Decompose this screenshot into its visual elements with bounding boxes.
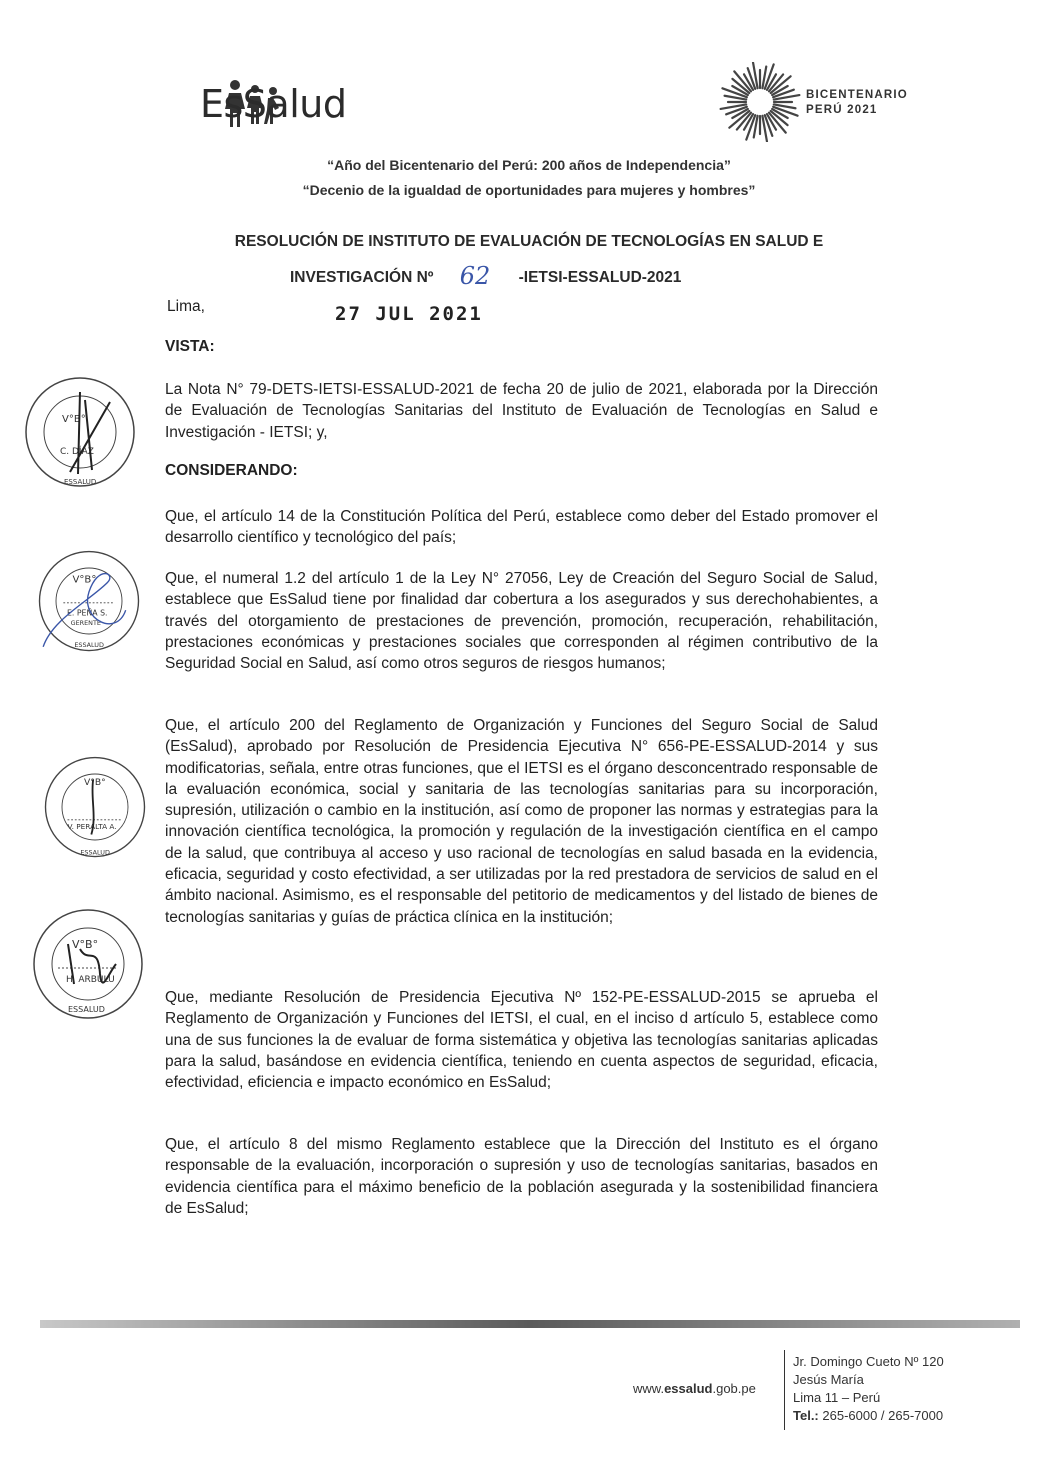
stamp-4-name: H. ARBULU	[66, 975, 115, 985]
stamp-2-name: E. PEÑA S.	[67, 608, 108, 618]
stamp-3-org: ESSALUD	[80, 848, 110, 857]
footer-divider	[784, 1350, 785, 1430]
motto-line-1: “Año del Bicentenario del Perú: 200 años de Independencia”	[327, 157, 731, 173]
paragraph-3: Que, el artículo 200 del Reglamento de Organización y Funciones del Seguro Social de Salud (EsSalud), aprobado por Resolución de Presidencia Ejecutiva N° 656-PE-ESSALUD-2014 y sus modificatorias, señala, entre otras funciones, que el IETSI es el órgano desconcentrado responsable de la evaluación económica, social y sanitaria de las tecnologías sanitarias para su incorporación, supresión, utilización o cambio en la institución, así como de proponer las normas y estrategias para la innovación científica tecnológica, la promoción y regulación de la investigación científica en el campo de la salud, que contribuya al acceso y uso racional de tecnologías en salud basada en la evidencia, eficacia, seguridad y costo efectividad, a ser utilizadas por la red prestadora de servicios de salud en el ámbito nacional. Asimismo, es el responsable del petitorio de medicamentos y del listado de bienes de tecnologías sanitarias y guías de práctica clínica en la institución;	[165, 717, 878, 926]
approval-stamp-3	[40, 752, 150, 862]
resolution-title-line-1: RESOLUCIÓN DE INSTITUTO DE EVALUACIÓN DE TECNOLOGÍAS EN SALUD E	[234, 233, 824, 250]
paragraph-2: Que, el numeral 1.2 del artículo 1 de la Ley N° 27056, Ley de Creación del Seguro Social de Salud, establece que EsSalud tiene por finalidad dar cobertura a los asegurados y sus derechohabientes, a través del otorgamiento de prestaciones de prevención, promoción, recuperación, rehabilitación, prestaciones económicas y prestaciones sociales que corresponden al régimen contributivo de la Seguridad Social en Salud, así como otros seguros de riesgos humanos;	[165, 570, 878, 673]
footer-website	[633, 1381, 756, 1396]
stamp-4-org: ESSALUD	[68, 1005, 105, 1014]
bicentenario-line1: BICENTENARIO	[806, 89, 908, 101]
vista-heading: VISTA:	[165, 338, 215, 355]
logo-text: EsSalud	[200, 82, 347, 126]
stamp-2-vb: V°B°	[72, 574, 97, 586]
footer-tel	[793, 1407, 944, 1425]
approval-stamp-1	[20, 372, 140, 492]
footer-addr-line1: Jr. Domingo Cueto Nº 120	[793, 1354, 944, 1369]
considerando-heading: CONSIDERANDO:	[165, 462, 298, 479]
place-label: Lima,	[167, 298, 205, 315]
date-stamp: 27 JUL 2021	[335, 303, 483, 325]
vista-text: La Nota N° 79-DETS-IETSI-ESSALUD-2021 de fecha 20 de julio de 2021, elaborada por la Dirección de Evaluación de Tecnologías Sanitarias del Instituto de Evaluación de Tecnologías en Salud e Investigación - IETSI; y,	[165, 381, 878, 441]
stamp-4-vb: V°B°	[72, 938, 99, 951]
stamp-1-vb: V°B°	[62, 414, 86, 425]
paragraph-5: Que, el artículo 8 del mismo Reglamento establece que la Dirección del Instituto es el órgano responsable de la evaluación, incorporación o supresión y uso de tecnologías sanitarias, basados en evidencia científica para el máximo beneficio de la población asegurada y la sostenibilidad financiera de EsSalud;	[165, 1136, 878, 1217]
stamp-1-name: C. DÍAZ	[60, 447, 94, 457]
approval-stamp-2	[34, 546, 144, 656]
footer-addr-line3: Lima 11 – Perú	[793, 1390, 881, 1405]
bicentenario-text	[806, 88, 908, 118]
footer-address	[793, 1353, 944, 1425]
stamp-2-title: GERENTE	[70, 618, 101, 627]
footer-web-prefix: www.	[633, 1381, 665, 1396]
paragraph-1: Que, el artículo 14 de la Constitución Política del Perú, establece como deber del Estado promover el desarrollo científico y tecnológico del país;	[165, 508, 878, 547]
footer-tel-value: 265-6000 / 265-7000	[818, 1408, 944, 1423]
footer-web-suffix: .gob.pe	[712, 1381, 756, 1396]
approval-stamp-4	[28, 904, 148, 1024]
title-suffix: -IETSI-ESSALUD-2021	[518, 269, 682, 286]
stamp-1-org: ESSALUD	[64, 478, 97, 486]
resolution-title-line-2	[290, 260, 681, 288]
footer-bar	[40, 1318, 1020, 1330]
paragraph-4: Que, mediante Resolución de Presidencia Ejecutiva Nº 152-PE-ESSALUD-2015 se aprueba el Reglamento de Organización y Funciones del IETSI, el cual, en el inciso d artículo 5, establece como una de sus funciones la de evaluar de forma sistemática y objetiva las tecnologías sanitarias aplicadas para la salud, basándose en evidencia científica, teniendo en cuenta aspectos de seguridad, eficacia, efectividad, eficiencia e impacto económico en EsSalud;	[165, 989, 878, 1092]
stamp-3-name: V. PERALTA A.	[67, 822, 117, 831]
motto-line-2: “Decenio de la igualdad de oportunidades para mujeres y hombres”	[302, 182, 756, 198]
title-prefix: INVESTIGACIÓN Nº	[290, 269, 434, 286]
footer-addr-line2: Jesús María	[793, 1372, 864, 1387]
stamp-3-vb: V°B°	[84, 777, 106, 788]
bicentenario-line2: PERÚ 2021	[806, 104, 878, 116]
footer-tel-label: Tel.:	[793, 1408, 819, 1423]
stamp-2-org: ESSALUD	[74, 640, 104, 649]
footer-web-bold: essalud	[664, 1381, 713, 1396]
handwritten-number: 62	[459, 262, 491, 290]
